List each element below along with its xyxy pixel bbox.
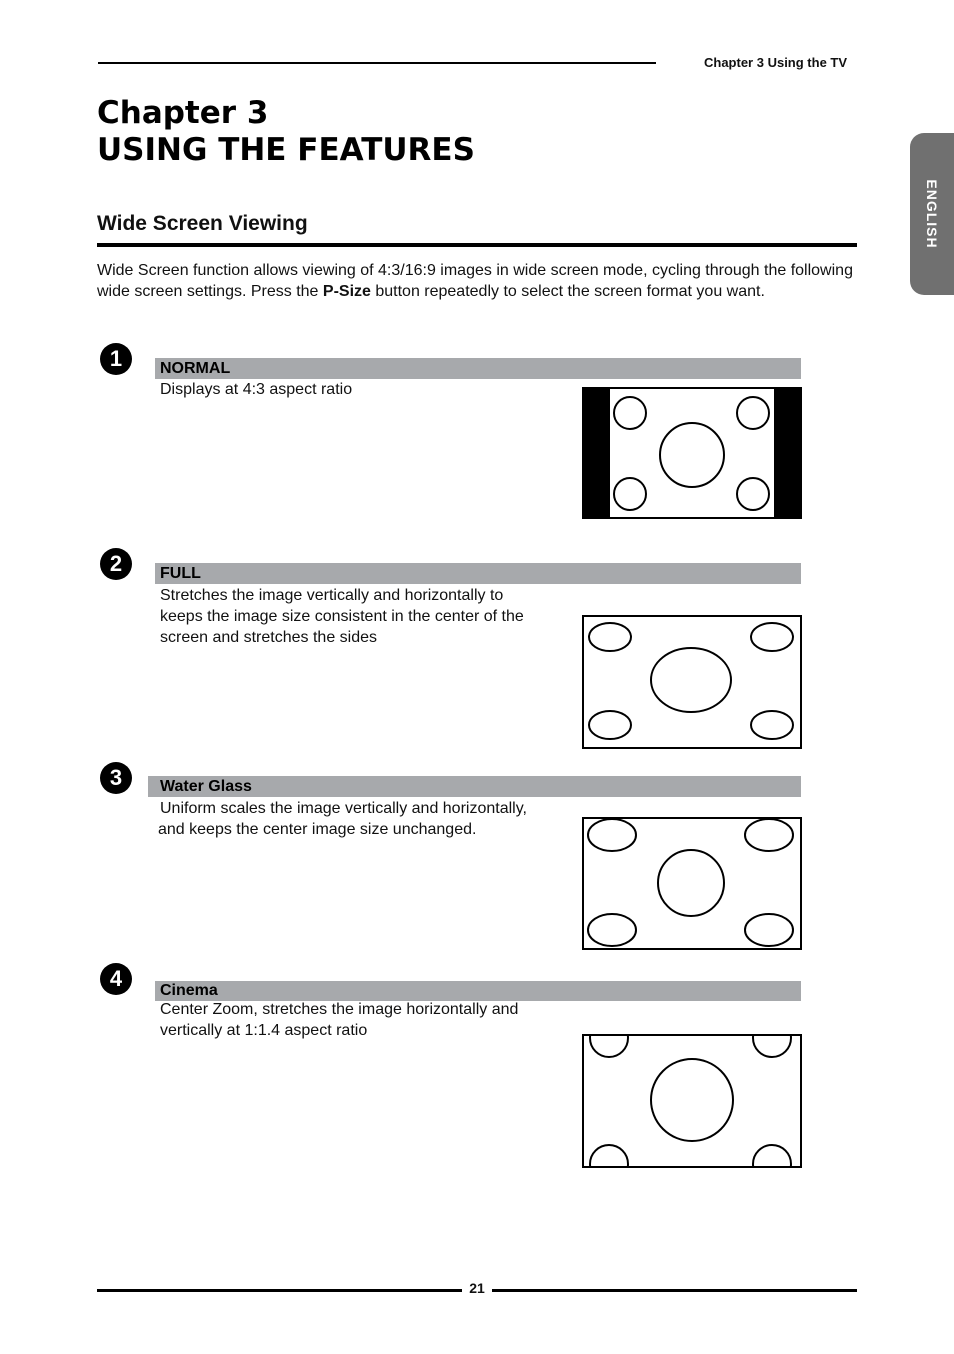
mode-bar-normal: [155, 358, 801, 379]
step-number-2: 2: [100, 548, 132, 580]
section-rule: [97, 243, 857, 247]
page-number: 21: [462, 1280, 492, 1296]
chapter-title: [97, 95, 475, 169]
diagram-cinema: [582, 1034, 802, 1168]
chapter-title-line1: Chapter 3: [97, 95, 269, 131]
language-tab: [910, 133, 954, 295]
mode-desc-cinema: [160, 999, 518, 1041]
mode-desc-full-line: Stretches the image vertically and horizontally to: [160, 587, 504, 604]
mode-bar-cinema: [155, 981, 801, 1001]
mode-desc-water-glass-line: and keeps the center image size unchanged.: [158, 821, 477, 838]
mode-desc-cinema-line: Center Zoom, stretches the image horizontally and: [160, 1001, 519, 1018]
footer-rule-right: [491, 1289, 857, 1292]
intro-text-after: button repeatedly to select the screen format you want.: [370, 283, 765, 300]
step-number-3: 3: [100, 762, 132, 794]
mode-desc-normal-line: Displays at 4:3 aspect ratio: [160, 381, 353, 398]
mode-name-full: FULL: [160, 565, 201, 582]
mode-desc-water-glass: [160, 798, 527, 840]
mode-name-cinema: Cinema: [160, 982, 218, 999]
chapter-title-line2: USING THE FEATURES: [97, 132, 475, 168]
p-size-button-name: P-Size: [322, 283, 371, 300]
mode-desc-full-line: screen and stretches the sides: [160, 629, 378, 646]
mode-bar-full: [155, 563, 801, 584]
mode-desc-normal: [160, 379, 352, 400]
intro-paragraph: [97, 260, 857, 302]
step-number-1: 1: [100, 343, 132, 375]
pillarbox-left: [583, 388, 610, 518]
diagram-water-glass: [582, 817, 802, 950]
section-title: Wide Screen Viewing: [97, 212, 308, 235]
mode-desc-full-line: keeps the image size consistent in the center of the: [160, 608, 524, 625]
mode-bar-water-glass: [148, 776, 801, 797]
mode-desc-cinema-line: vertically at 1:1.4 aspect ratio: [160, 1022, 368, 1039]
header-rule: [98, 62, 656, 64]
mode-name-normal: NORMAL: [160, 360, 231, 377]
mode-desc-water-glass-line: Uniform scales the image vertically and horizontally,: [160, 800, 527, 817]
intro-text-before: Wide Screen function allows viewing of 4:3/16:9 images in wide screen mode, cycling through the following wide screen settings. Press the: [97, 262, 853, 300]
step-number-4: 4: [100, 963, 132, 995]
mode-name-water-glass: Water Glass: [160, 778, 252, 795]
language-tab-label: ENGLISH: [924, 179, 940, 249]
diagram-full: [582, 615, 802, 749]
header-chapter-ref: Chapter 3 Using the TV: [704, 55, 848, 70]
footer-rule-left: [97, 1289, 463, 1292]
diagram-normal: [582, 387, 802, 519]
pillarbox-right: [774, 388, 801, 518]
mode-desc-full: [160, 585, 524, 648]
